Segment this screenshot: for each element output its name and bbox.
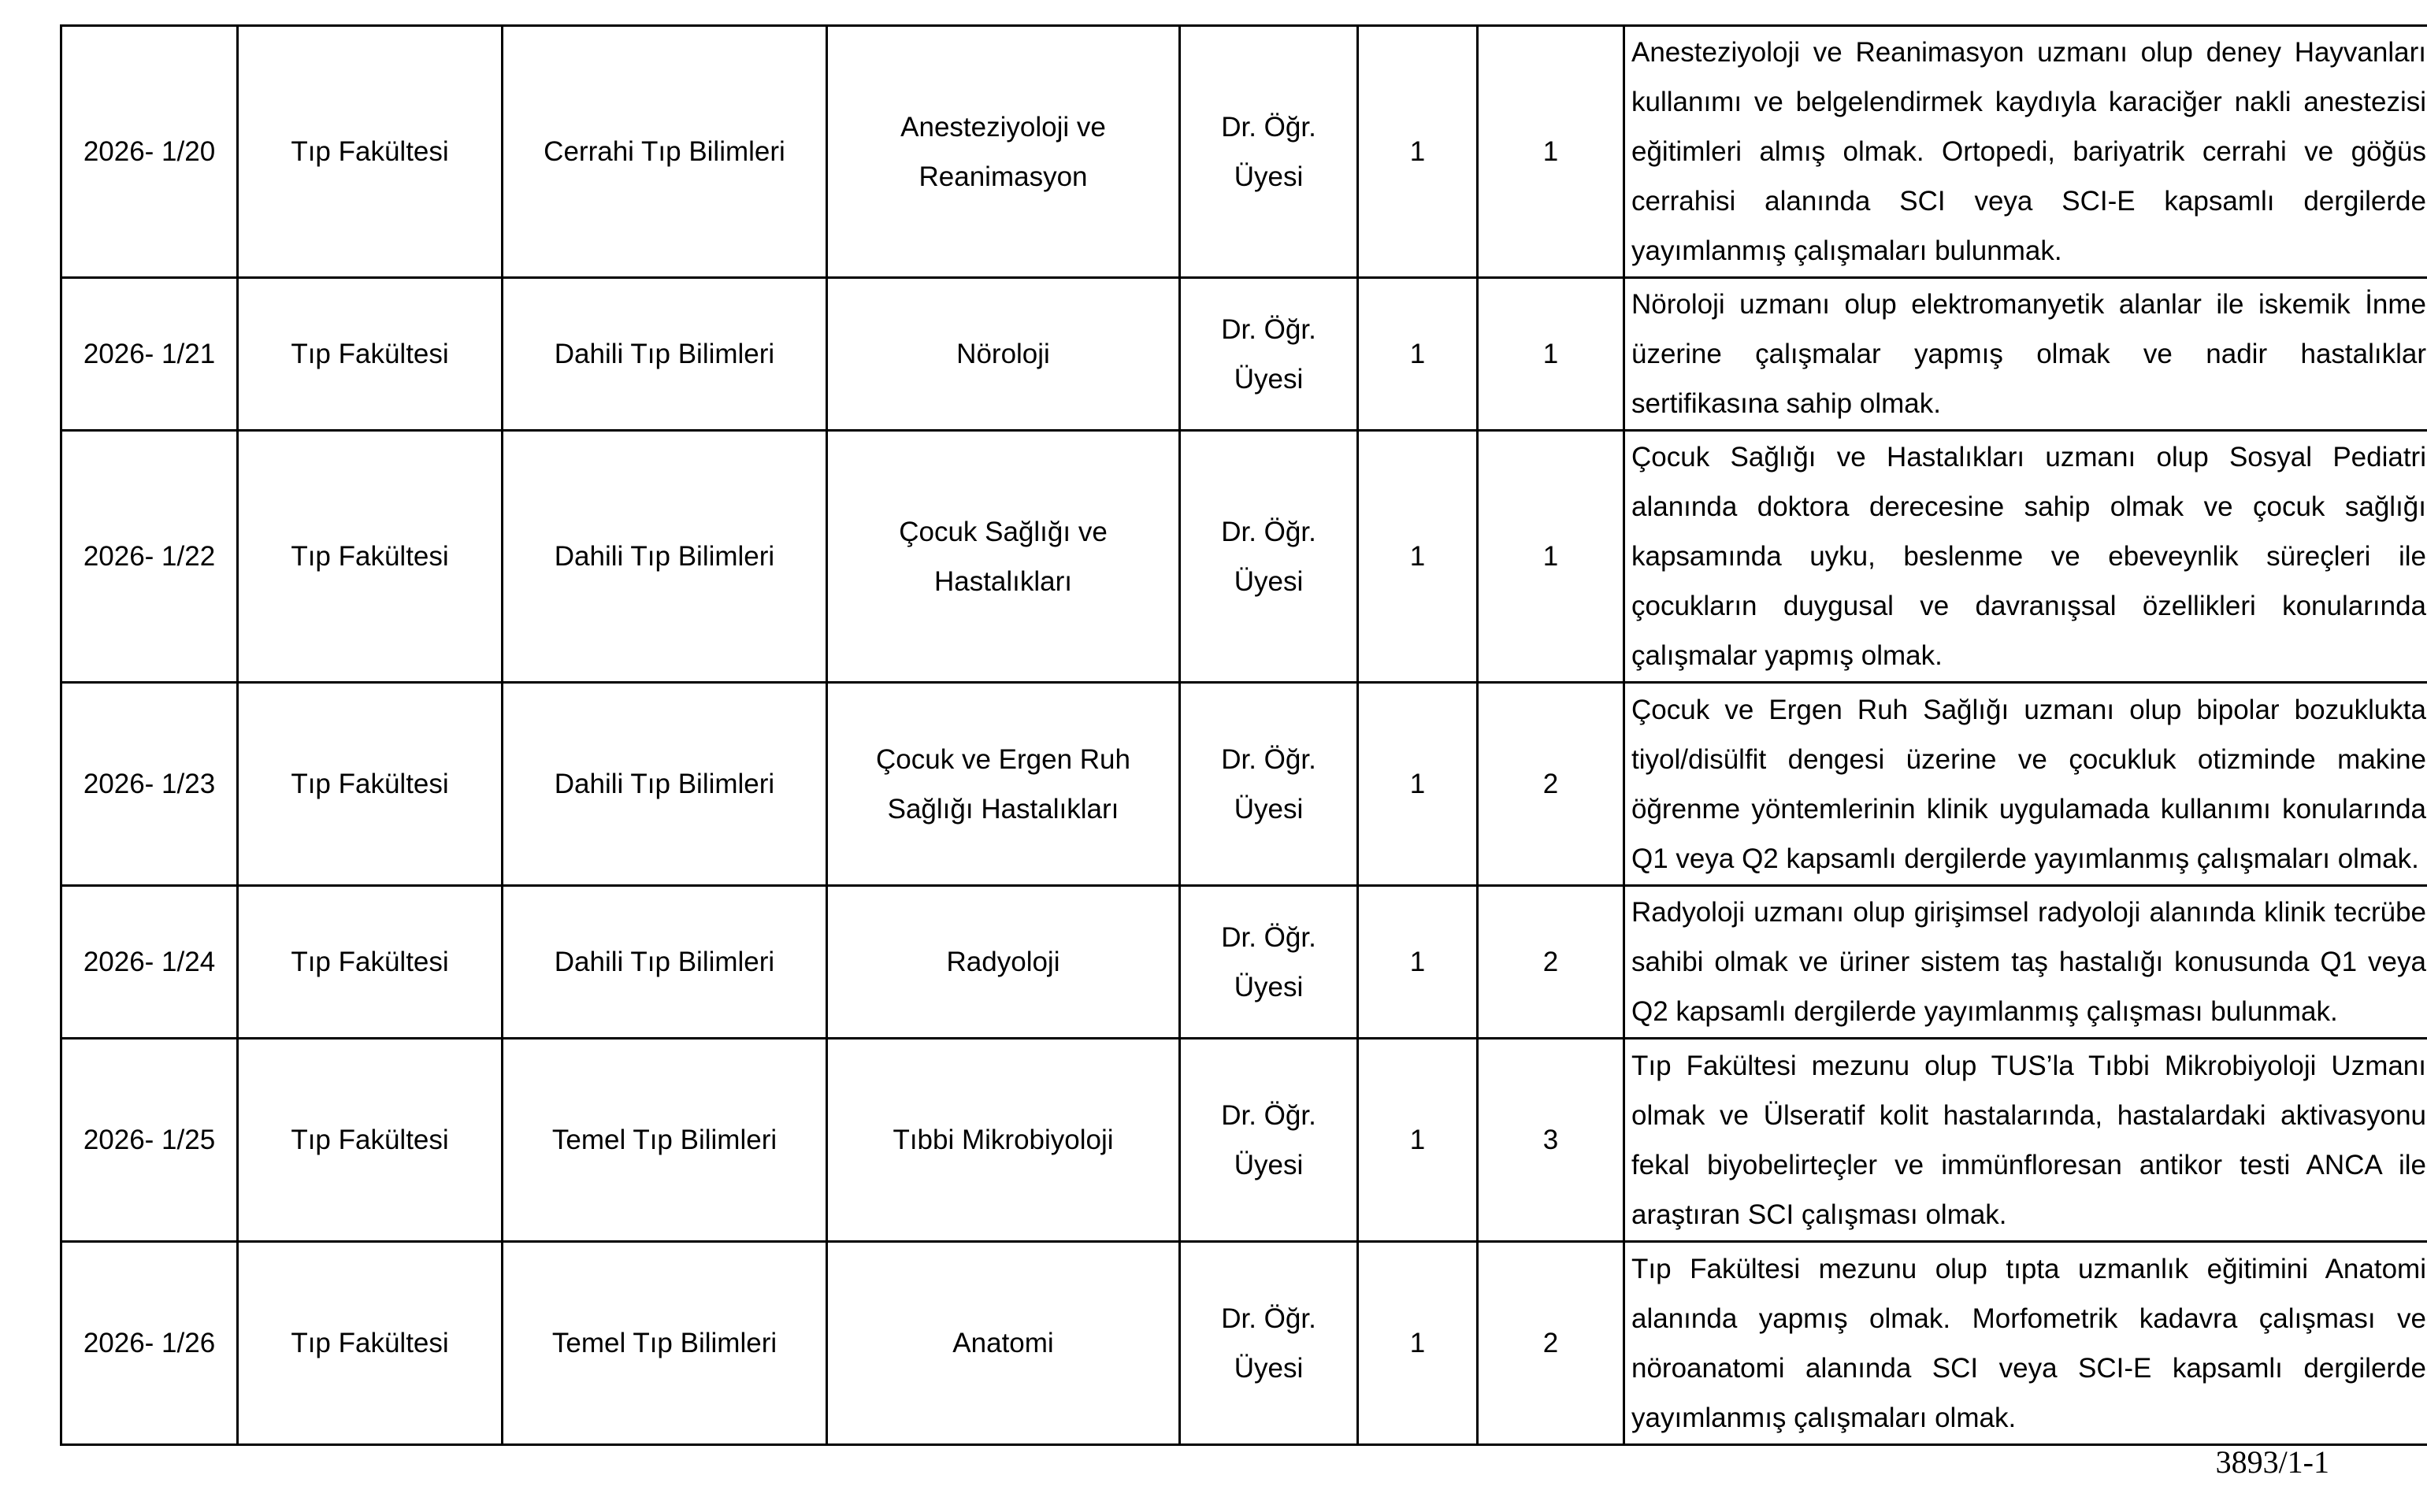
cell-faculty: Tıp Fakültesi	[238, 26, 503, 278]
table-body	[61, 26, 2427, 1445]
cell-degree: 1	[1358, 1242, 1478, 1445]
table-row	[61, 431, 2427, 683]
cell-no: 2026- 1/22	[61, 431, 238, 683]
cell-field: Tıbbi Mikrobiyoloji	[827, 1039, 1180, 1242]
cell-no: 2026- 1/25	[61, 1039, 238, 1242]
cell-faculty: Tıp Fakültesi	[238, 278, 503, 431]
cell-faculty: Tıp Fakültesi	[238, 683, 503, 886]
cell-requirements: Radyoloji uzmanı olup girişimsel radyoloji alanında klinik tecrübe sahibi olmak ve üriner sistem taş hastalığı konusunda Q1 veya Q2 kapsamlı dergilerde yayımlanmış çalışması bulunmak.	[1624, 886, 2427, 1039]
cell-count: 3	[1478, 1039, 1624, 1242]
cell-faculty: Tıp Fakültesi	[238, 1039, 503, 1242]
cell-no: 2026- 1/24	[61, 886, 238, 1039]
cell-degree: 1	[1358, 683, 1478, 886]
cell-no: 2026- 1/26	[61, 1242, 238, 1445]
cell-field: Nöroloji	[827, 278, 1180, 431]
cell-field: Anatomi	[827, 1242, 1180, 1445]
cell-count: 1	[1478, 431, 1624, 683]
cell-degree: 1	[1358, 886, 1478, 1039]
cell-department: Dahili Tıp Bilimleri	[503, 431, 827, 683]
cell-title: Dr. Öğr. Üyesi	[1180, 431, 1358, 683]
cell-count: 1	[1478, 26, 1624, 278]
cell-faculty: Tıp Fakültesi	[238, 1242, 503, 1445]
cell-requirements: Anesteziyoloji ve Reanimasyon uzmanı olup deney Hayvanları kullanımı ve belgelendirmek kaydıyla karaciğer nakli anestezisi eğitimleri almış olmak. Ortopedi, bariyatrik cerrahi ve göğüs cerrahisi alanında SCI veya SCI-E kapsamlı dergilerde yayımlanmış çalışmaları bulunmak.	[1624, 26, 2427, 278]
table-row	[61, 278, 2427, 431]
cell-requirements: Tıp Fakültesi mezunu olup TUS’la Tıbbi Mikrobiyoloji Uzmanı olmak ve Ülseratif kolit hastalarında, hastalardaki aktivasyonu fekal biyobelirteçler ve immünfloresan antikor testi ANCA ile araştıran SCI çalışması olmak.	[1624, 1039, 2427, 1242]
cell-degree: 1	[1358, 26, 1478, 278]
cell-degree: 1	[1358, 1039, 1478, 1242]
cell-count: 2	[1478, 683, 1624, 886]
table-row	[61, 683, 2427, 886]
cell-count: 1	[1478, 278, 1624, 431]
cell-title: Dr. Öğr. Üyesi	[1180, 683, 1358, 886]
cell-requirements: Çocuk ve Ergen Ruh Sağlığı uzmanı olup bipolar bozuklukta tiyol/disülfit dengesi üzerine ve çocukluk otizminde makine öğrenme yöntemlerinin klinik uygulamada kullanımı konularında Q1 veya Q2 kapsamlı dergilerde yayımlanmış çalışmaları olmak.	[1624, 683, 2427, 886]
table-row	[61, 886, 2427, 1039]
cell-degree: 1	[1358, 431, 1478, 683]
cell-field: Çocuk Sağlığı ve Hastalıkları	[827, 431, 1180, 683]
cell-title: Dr. Öğr. Üyesi	[1180, 1242, 1358, 1445]
cell-faculty: Tıp Fakültesi	[238, 431, 503, 683]
cell-title: Dr. Öğr. Üyesi	[1180, 278, 1358, 431]
cell-requirements: Çocuk Sağlığı ve Hastalıkları uzmanı olup Sosyal Pediatri alanında doktora derecesine sahip olmak ve çocuk sağlığı kapsamında uyku, beslenme ve ebeveynlik süreçleri ile çocukların duygusal ve davranışsal özellikleri konularında çalışmalar yapmış olmak.	[1624, 431, 2427, 683]
cell-faculty: Tıp Fakültesi	[238, 886, 503, 1039]
cell-no: 2026- 1/20	[61, 26, 238, 278]
table-row	[61, 1242, 2427, 1445]
cell-department: Dahili Tıp Bilimleri	[503, 278, 827, 431]
cell-no: 2026- 1/23	[61, 683, 238, 886]
cell-count: 2	[1478, 886, 1624, 1039]
cell-department: Temel Tıp Bilimleri	[503, 1242, 827, 1445]
cell-department: Dahili Tıp Bilimleri	[503, 886, 827, 1039]
cell-department: Cerrahi Tıp Bilimleri	[503, 26, 827, 278]
cell-field: Radyoloji	[827, 886, 1180, 1039]
cell-degree: 1	[1358, 278, 1478, 431]
table-row	[61, 26, 2427, 278]
cell-title: Dr. Öğr. Üyesi	[1180, 886, 1358, 1039]
cell-requirements: Nöroloji uzmanı olup elektromanyetik alanlar ile iskemik İnme üzerine çalışmalar yapmış olmak ve nadir hastalıklar sertifikasına sahip olmak.	[1624, 278, 2427, 431]
positions-table	[60, 24, 2427, 1446]
cell-field: Anesteziyoloji ve Reanimasyon	[827, 26, 1180, 278]
cell-no: 2026- 1/21	[61, 278, 238, 431]
cell-department: Temel Tıp Bilimleri	[503, 1039, 827, 1242]
cell-title: Dr. Öğr. Üyesi	[1180, 1039, 1358, 1242]
cell-title: Dr. Öğr. Üyesi	[1180, 26, 1358, 278]
cell-field: Çocuk ve Ergen Ruh Sağlığı Hastalıkları	[827, 683, 1180, 886]
cell-count: 2	[1478, 1242, 1624, 1445]
table-row	[61, 1039, 2427, 1242]
page-reference: 3893/1-1	[2215, 1444, 2329, 1480]
cell-requirements: Tıp Fakültesi mezunu olup tıpta uzmanlık eğitimini Anatomi alanında yapmış olmak. Morfometrik kadavra çalışması ve nöroanatomi alanında SCI veya SCI-E kapsamlı dergilerde yayımlanmış çalışmaları olmak.	[1624, 1242, 2427, 1445]
cell-department: Dahili Tıp Bilimleri	[503, 683, 827, 886]
